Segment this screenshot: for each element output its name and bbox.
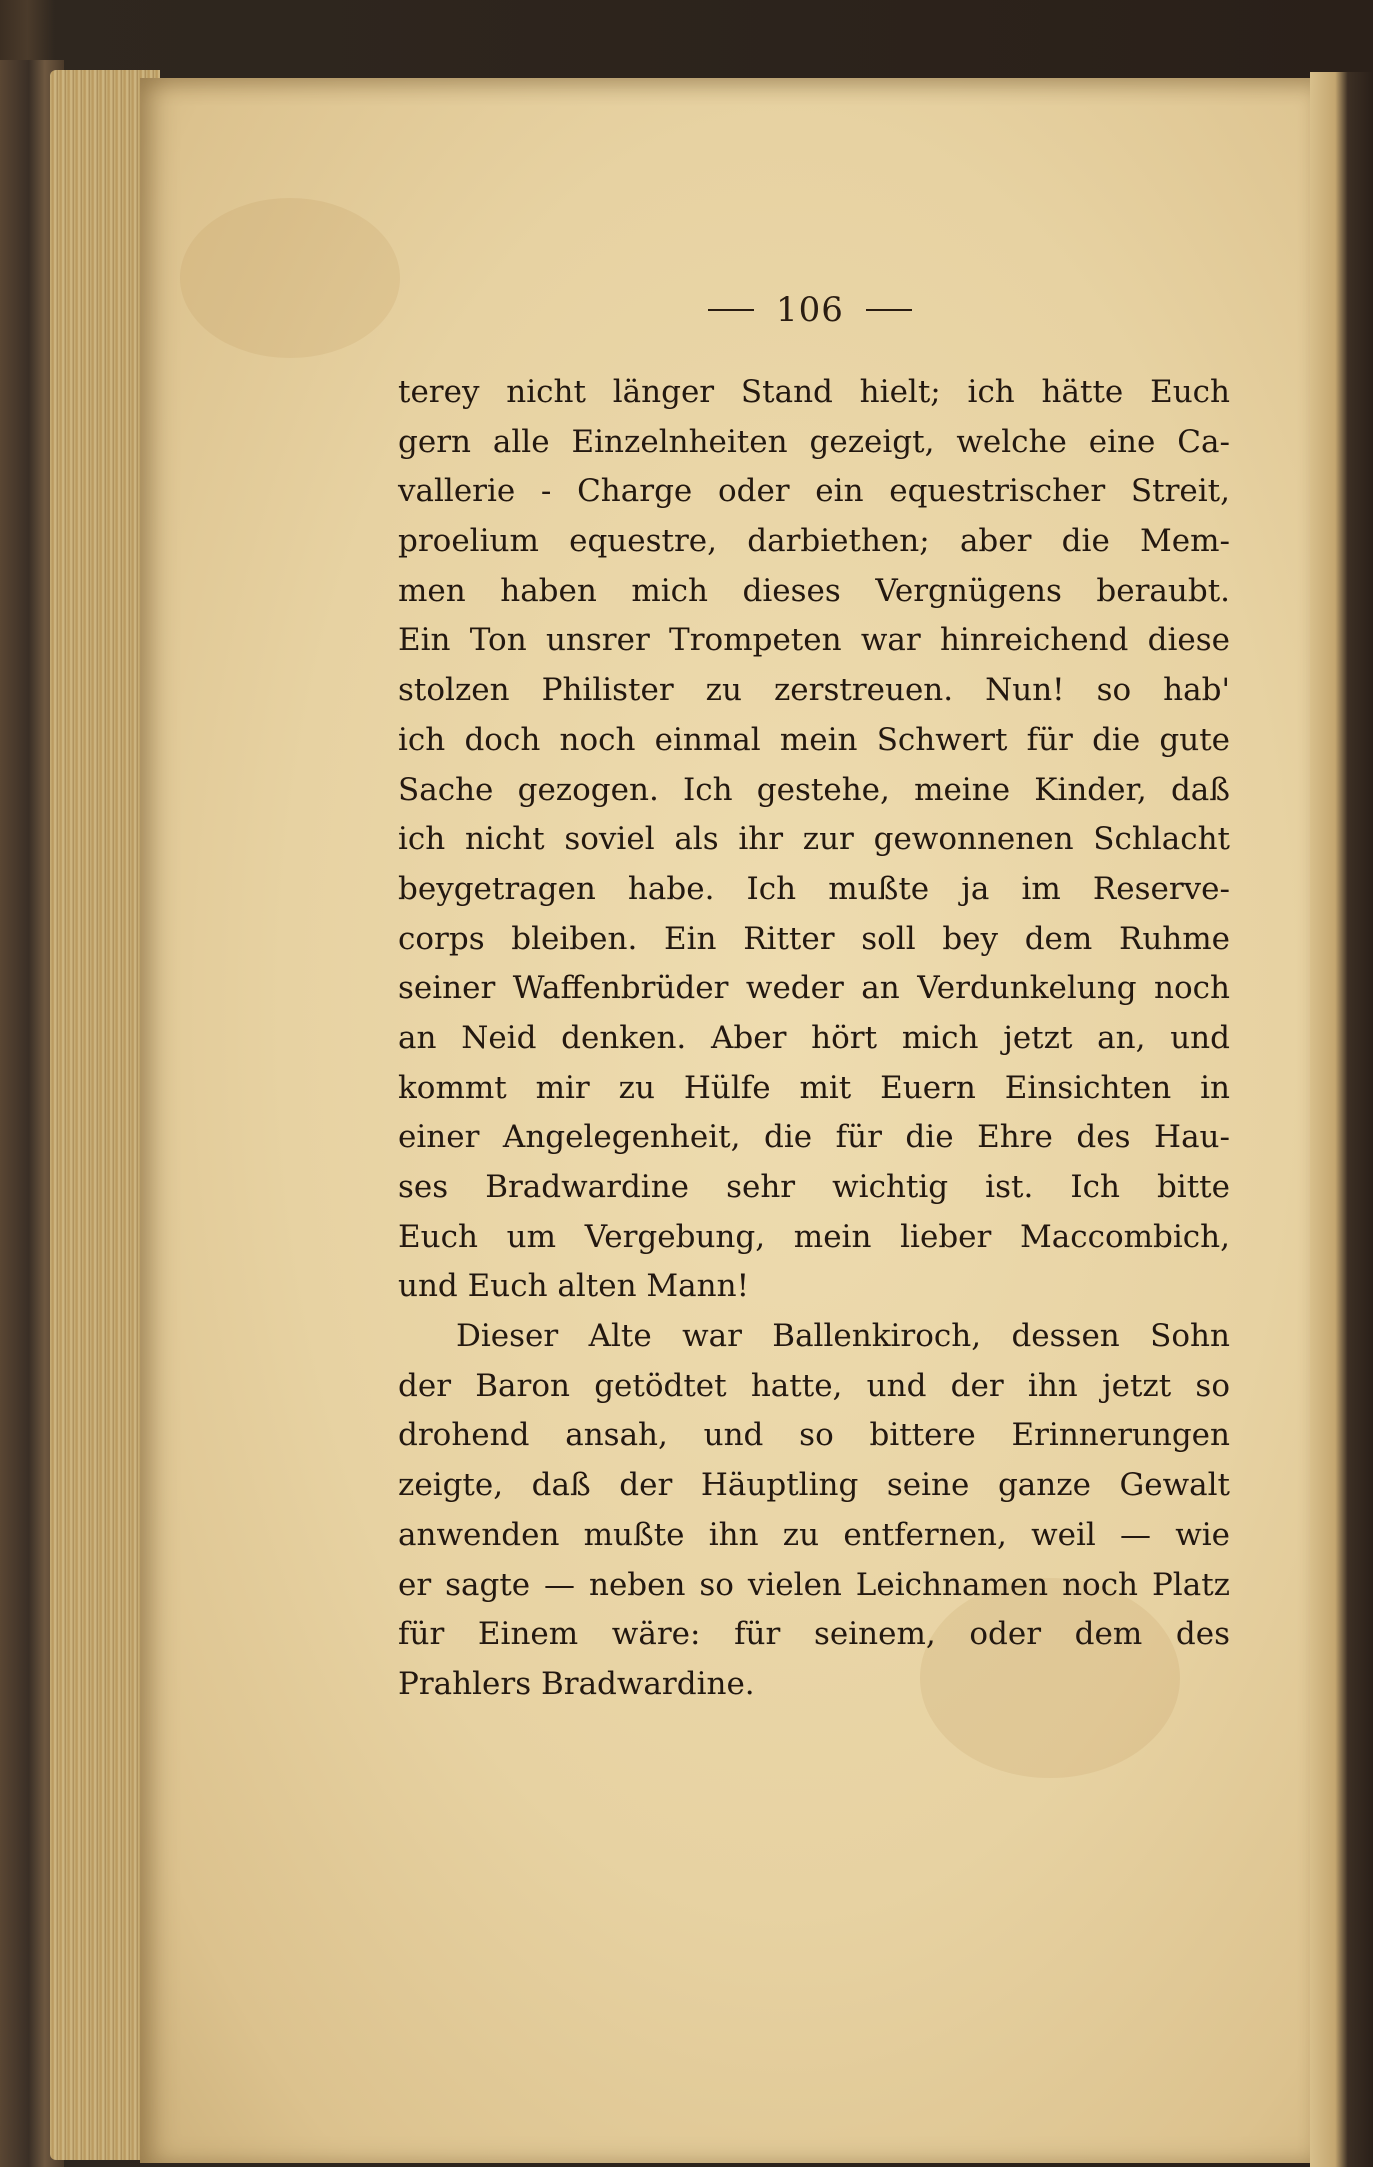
text-line: stolzen Philister zu zerstreuen. Nun! so hab' <box>398 672 1230 709</box>
header-dash-left <box>708 309 754 311</box>
text-line: Prahlers Bradwardine. <box>398 1665 755 1702</box>
text-line: ses Bradwardine sehr wichtig ist. Ich bitte <box>398 1169 1230 1205</box>
text-line: Dieser Alte war Ballenkiroch, dessen Sohn <box>456 1318 1230 1355</box>
text-line: corps bleiben. Ein Ritter soll bey dem Ruhme <box>398 920 1230 957</box>
text-line: er sagte — neben so vielen Leichnamen noch Platz <box>398 1566 1230 1603</box>
header-dash-right <box>866 309 912 311</box>
text-line: zeigte, daß der Häuptling seine ganze Gewalt <box>398 1467 1230 1504</box>
text-line: ich doch noch einmal mein Schwert für die gute <box>398 721 1230 758</box>
text-line: einer Angelegenheit, die für die Ehre des Hau- <box>398 1119 1230 1156</box>
text-line: anwenden mußte ihn zu entfernen, weil — wie <box>398 1516 1230 1553</box>
text-line: an Neid denken. Aber hört mich jetzt an, und <box>398 1019 1230 1056</box>
text-line: terey nicht länger Stand hielt; ich hätte Euch <box>398 374 1230 410</box>
text-line: Sache gezogen. Ich gestehe, meine Kinder, daß <box>398 771 1230 808</box>
text-line: Euch um Vergebung, mein lieber Maccombich, <box>398 1218 1230 1255</box>
text-line: und Euch alten Mann! <box>398 1268 750 1305</box>
text-line: Ein Ton unsrer Trompeten war hinreichend diese <box>398 622 1230 659</box>
text-line: ich nicht soviel als ihr zur gewonnenen Schlacht <box>398 821 1230 858</box>
text-line: der Baron getödtet hatte, und der ihn jetzt so <box>398 1367 1230 1404</box>
paper-stain <box>180 198 400 358</box>
text-line: gern alle Einzelnheiten gezeigt, welche eine Ca- <box>398 423 1230 460</box>
page-number: 106 <box>776 290 844 330</box>
text-line: proelium equestre, darbiethen; aber die Mem- <box>398 523 1230 560</box>
text-line: für Einem wäre: für seinem, oder dem des <box>398 1616 1230 1653</box>
text-line: vallerie - Charge oder ein equestrischer Streit, <box>398 473 1230 510</box>
text-line: drohend ansah, und so bittere Erinnerungen <box>398 1417 1230 1454</box>
text-line: kommt mir zu Hülfe mit Euern Einsichten in <box>398 1069 1230 1106</box>
next-page-edge <box>1310 72 1373 2167</box>
page-header <box>660 290 960 330</box>
body-text <box>398 368 1230 1710</box>
text-line: men haben mich dieses Vergnügens beraubt. <box>398 572 1230 609</box>
text-line: beygetragen habe. Ich mußte ja im Reserve- <box>398 870 1230 907</box>
text-line: seiner Waffenbrüder weder an Verdunkelung noch <box>398 970 1230 1007</box>
